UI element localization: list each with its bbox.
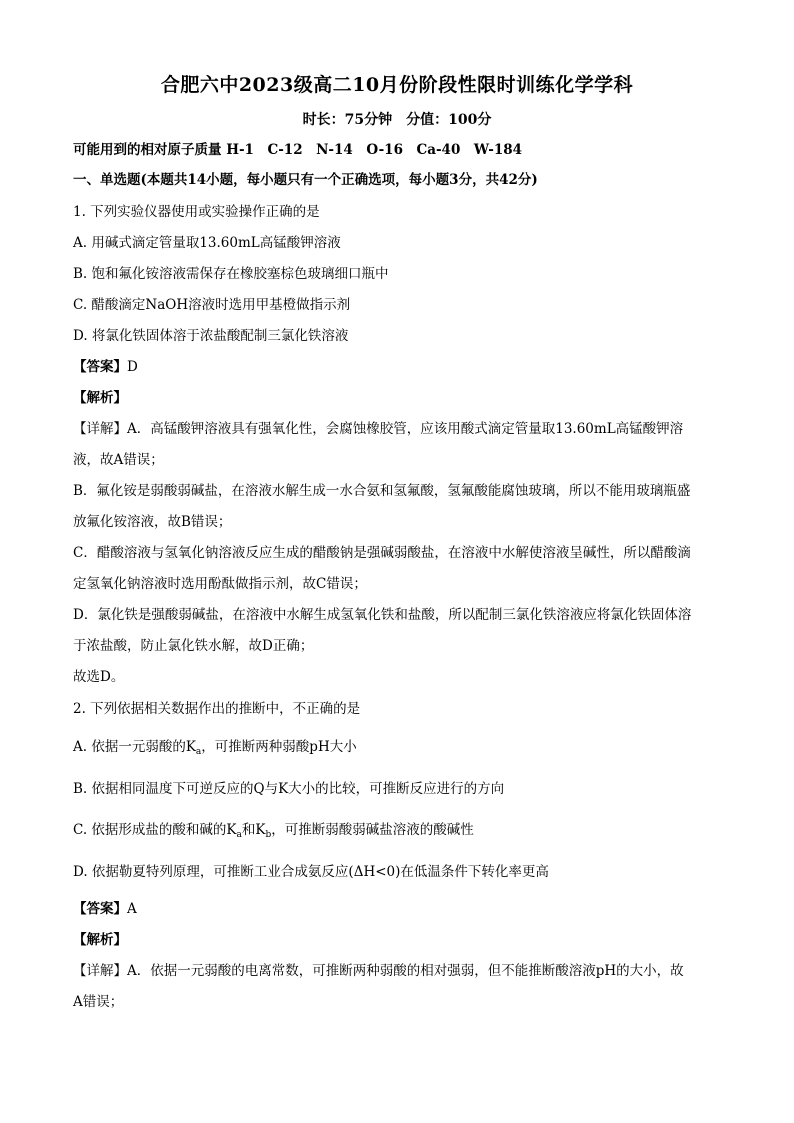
q1-option-a: A. 用碱式滴定管量取13.60mL高锰酸钾溶液 bbox=[73, 235, 341, 251]
q2-detail-2: A错误； bbox=[73, 994, 124, 1010]
ka-subscript: a bbox=[195, 747, 202, 757]
answer-value: D bbox=[127, 359, 138, 375]
q2-option-c bbox=[73, 821, 723, 844]
answer-tag: 【答案】 bbox=[73, 359, 127, 375]
q2-option-a bbox=[73, 738, 723, 761]
q1-detail-5: C．醋酸溶液与氢氧化钠溶液反应生成的醋酸钠是强碱弱酸盐，在溶液中水解使溶液呈碱性，所以醋酸滴 bbox=[73, 545, 691, 561]
q2-option-c-text: C. 依据形成盐的酸和碱的K bbox=[73, 822, 237, 838]
q1-option-c: C. 醋酸滴定NaOH溶液时选用甲基橙做指示剂 bbox=[73, 297, 351, 313]
q1-detail-7: D．氯化铁是强酸弱碱盐，在溶液中水解生成氢氧化铁和盐酸，所以配制三氯化铁溶液应将氯化铁固体溶 bbox=[73, 607, 692, 623]
answer-value: A bbox=[127, 901, 137, 917]
q1-detail-3: B．氟化铵是弱酸弱碱盐，在溶液水解生成一水合氨和氢氟酸，氢氟酸能腐蚀玻璃，所以不能用玻璃瓶盛 bbox=[73, 483, 691, 499]
q1-option-d: D. 将氯化铁固体溶于浓盐酸配制三氯化铁溶液 bbox=[73, 328, 349, 344]
q2-answer bbox=[73, 900, 723, 918]
exam-meta: 时长：75分钟 分值：100分 bbox=[302, 112, 492, 128]
q1-option-b: B. 饱和氟化铵溶液需保存在橡胶塞棕色玻璃细口瓶中 bbox=[73, 266, 389, 282]
q2-option-a-rest: ，可推断两种弱酸pH大小 bbox=[201, 739, 357, 755]
kb-subscript: b bbox=[265, 830, 272, 840]
q1-detail-2: 液，故A错误； bbox=[73, 452, 164, 468]
ka-subscript: a bbox=[236, 830, 242, 840]
q1-detail-6: 定氢氧化钠溶液时选用酚酞做指示剂，故C错误； bbox=[73, 576, 367, 592]
q2-analysis-tag: 【解析】 bbox=[73, 932, 127, 948]
q2-option-b: B. 依据相同温度下可逆反应的Q与K大小的比较，可推断反应进行的方向 bbox=[73, 781, 505, 797]
q1-detail-4: 放氟化铵溶液，故B错误； bbox=[73, 514, 232, 530]
atomic-mass-line: 可能用到的相对原子质量 H-1 C-12 N-14 O-16 Ca-40 W-184 bbox=[73, 142, 523, 158]
page-title: 合肥六中2023级高二10月份阶段性限时训练化学学科 bbox=[160, 74, 634, 96]
q1-stem: 1. 下列实验仪器使用或实验操作正确的是 bbox=[73, 204, 320, 220]
q1-analysis-tag: 【解析】 bbox=[73, 390, 127, 406]
q1-detail-9: 故选D。 bbox=[73, 669, 125, 685]
q2-option-a-text: A. 依据一元弱酸的K bbox=[73, 739, 196, 755]
answer-tag: 【答案】 bbox=[73, 901, 127, 917]
section-heading: 一、单选题(本题共14小题，每小题只有一个正确选项，每小题3分，共42分) bbox=[73, 172, 538, 188]
q2-option-c-mid: 和K bbox=[241, 822, 266, 838]
q1-answer bbox=[73, 358, 723, 376]
q2-option-c-rest: ，可推断弱酸弱碱盐溶液的酸碱性 bbox=[271, 822, 474, 838]
q2-stem: 2. 下列依据相关数据作出的推断中，不正确的是 bbox=[73, 701, 361, 717]
q2-detail-1: 【详解】A．依据一元弱酸的电离常数，可推断两种弱酸的相对强弱，但不能推断酸溶液pH的大小，故 bbox=[73, 963, 684, 979]
q1-detail-1: 【详解】A．高锰酸钾溶液具有强氧化性，会腐蚀橡胶管，应该用酸式滴定管量取13.60mL高锰酸钾溶 bbox=[73, 421, 684, 437]
q1-detail-8: 于浓盐酸，防止氯化铁水解，故D正确； bbox=[73, 638, 314, 654]
q2-option-d: D. 依据勒夏特列原理，可推断工业合成氨反应(ΔH<0)在低温条件下转化率更高 bbox=[73, 864, 549, 880]
